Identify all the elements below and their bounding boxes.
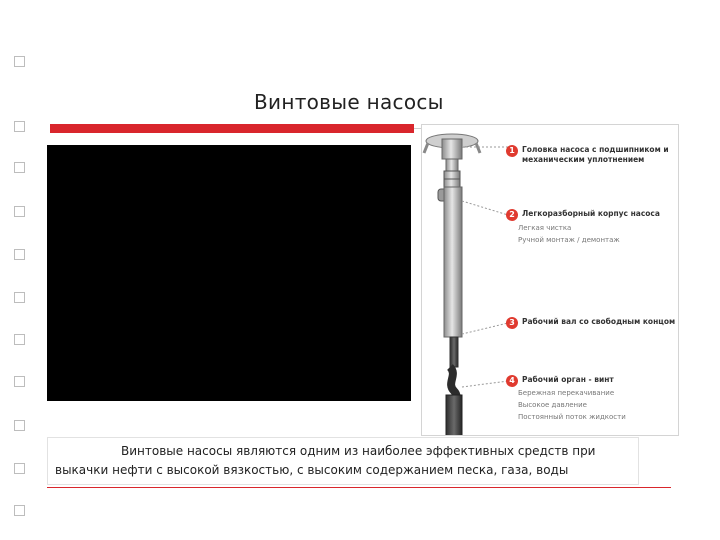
decorative-square	[14, 121, 25, 132]
callout-heading: Рабочий вал со свободным концом	[522, 317, 676, 326]
decorative-square	[14, 56, 25, 67]
decorative-square	[14, 376, 25, 387]
decorative-square	[14, 162, 25, 173]
callout-heading: Рабочий орган - винт	[522, 375, 614, 384]
callout-detail: Постоянный поток жидкости	[518, 413, 626, 421]
decorative-square	[14, 249, 25, 260]
pump-head	[424, 134, 480, 171]
image-placeholder-panel	[47, 145, 411, 401]
coupling	[444, 171, 460, 187]
decorative-square	[14, 505, 25, 516]
callout-number-badge: 1	[506, 145, 518, 157]
callout-detail: Высокое давление	[518, 401, 587, 409]
decorative-square	[14, 334, 25, 345]
slide-title: Винтовые насосы	[254, 90, 444, 114]
callout-number-badge: 4	[506, 375, 518, 387]
decorative-square	[14, 420, 25, 431]
callout-number-badge: 2	[506, 209, 518, 221]
stator-tube	[446, 395, 462, 436]
title-accent-bar	[50, 124, 414, 133]
drive-shaft	[450, 337, 458, 367]
leader-lines	[458, 147, 508, 387]
caption-body: Винтовые насосы являются одним из наиболее эффективных средств при выкачки нефти с высокой вязкостью, с высоким содержанием песка, газа, воды	[55, 444, 596, 477]
caption-text	[55, 442, 635, 480]
callout-detail: Бережная перекачивание	[518, 389, 615, 397]
bottom-divider	[47, 487, 671, 488]
decorative-square	[14, 292, 25, 303]
pump-diagram	[421, 124, 679, 436]
decorative-square	[14, 206, 25, 217]
pump-housing	[438, 187, 462, 337]
callout-number-badge: 3	[506, 317, 518, 329]
decorative-square	[14, 463, 25, 474]
callout-heading: Головка насоса с подшипником и механическим уплотнением	[522, 145, 669, 164]
callout-detail: Легкая чистка	[518, 224, 572, 232]
callout-heading: Легкоразборный корпус насоса	[522, 209, 660, 218]
callout-detail: Ручной монтаж / демонтаж	[518, 236, 620, 244]
